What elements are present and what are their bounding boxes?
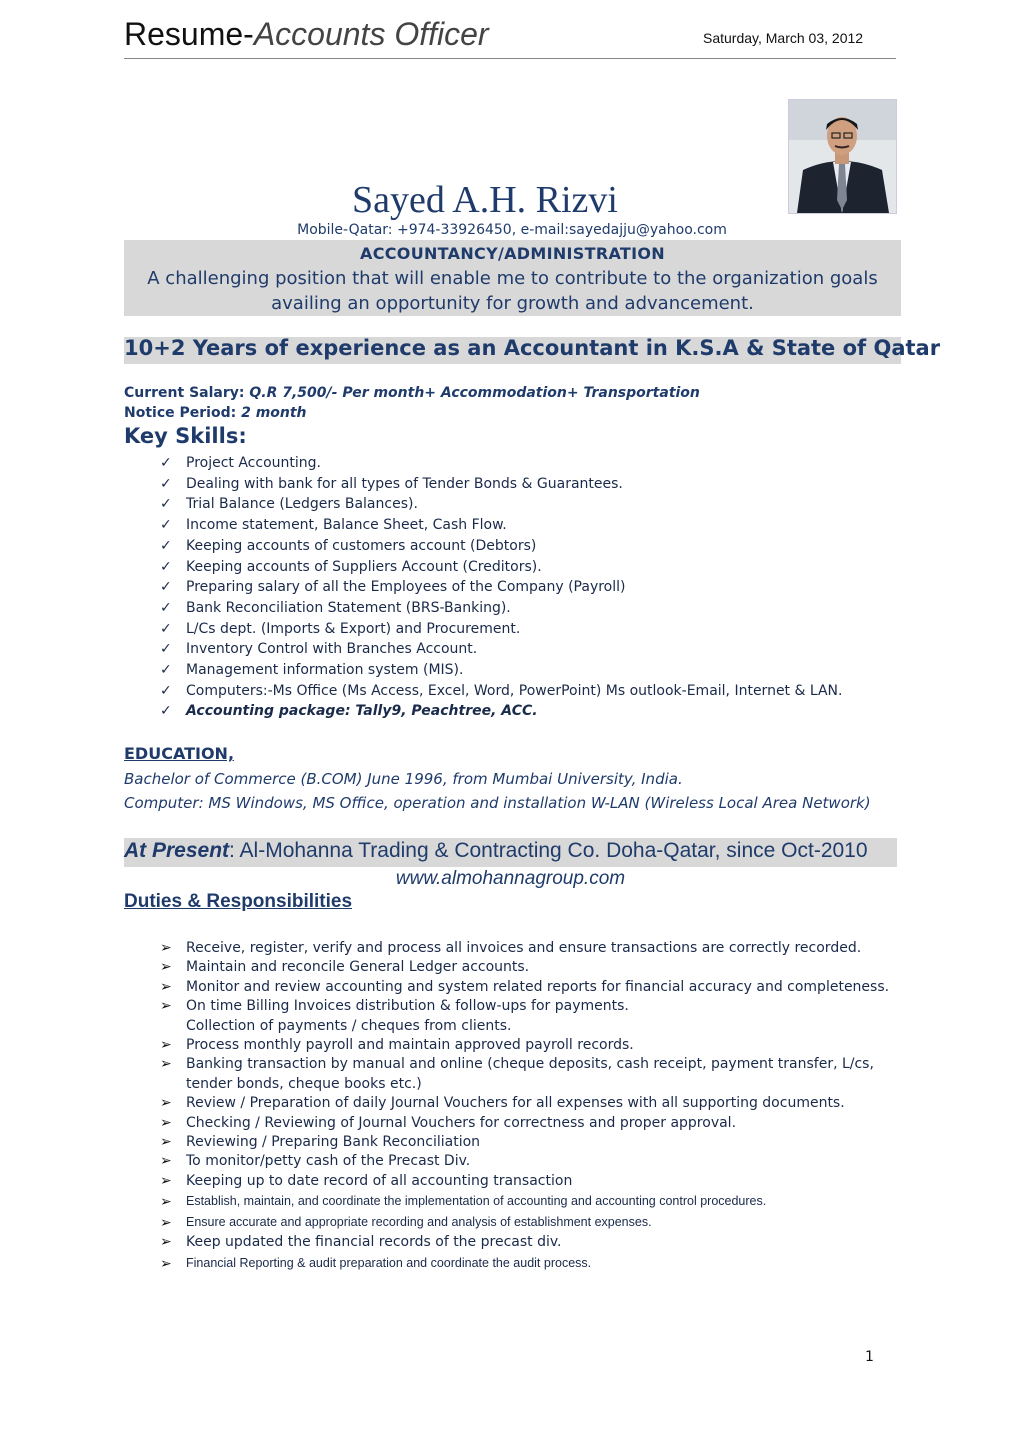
title-sub: Accounts Officer	[253, 16, 489, 52]
arrow-bullet-icon: ➢	[160, 1134, 172, 1151]
list-item: ➢ Checking / Reviewing of Journal Vouchers for correctness and proper approval.	[160, 1114, 895, 1133]
header-divider	[124, 58, 896, 59]
list-item: ✓ Keeping accounts of customers account (Debtors)	[160, 536, 900, 557]
arrow-bullet-icon: ➢	[160, 1114, 172, 1131]
list-item: ➢ Reviewing / Preparing Bank Reconciliation	[160, 1133, 895, 1152]
checkmark-icon: ✓	[160, 662, 172, 679]
list-item: ✓ Computers:-Ms Office (Ms Access, Excel, Word, PowerPoint) Ms outlook-Email, Internet & LAN.	[160, 681, 900, 702]
checkmark-icon: ✓	[160, 537, 172, 554]
list-item: ✓ L/Cs dept. (Imports & Export) and Procurement.	[160, 619, 900, 640]
arrow-bullet-icon: ➢	[160, 940, 172, 956]
list-item: ✓ Trial Balance (Ledgers Balances).	[160, 494, 900, 515]
duties-list	[160, 939, 895, 1274]
duties-heading: Duties & Responsibilities	[124, 891, 353, 912]
checkmark-icon: ✓	[160, 703, 172, 720]
list-item: ➢ Keeping up to date record of all accounting transaction	[160, 1172, 895, 1191]
contact-info: Mobile-Qatar: +974-33926450, e-mail:sayedajju@yahoo.com	[297, 222, 727, 238]
checkmark-icon: ✓	[160, 496, 172, 513]
list-item: ✓ Bank Reconciliation Statement (BRS-Banking).	[160, 598, 900, 619]
list-item: ➢ Review / Preparation of daily Journal Vouchers for all expenses with all supporting documents.	[160, 1094, 895, 1113]
page-number: 1	[865, 1349, 874, 1365]
title-main: Resume-	[124, 16, 254, 52]
arrow-bullet-icon: ➢	[160, 1193, 172, 1210]
list-item: ➢ Ensure accurate and appropriate recording and analysis of establishment expenses.	[160, 1212, 895, 1233]
current-salary	[124, 385, 700, 401]
list-item: ➢ Receive, register, verify and process all invoices and ensure transactions are correctly recorded.	[160, 939, 895, 958]
arrow-bullet-icon: ➢	[160, 1037, 172, 1054]
list-item: ✓ Keeping accounts of Suppliers Account (Creditors).	[160, 557, 900, 578]
arrow-bullet-icon: ➢	[160, 1153, 172, 1170]
list-item: ➢ Banking transaction by manual and online (cheque deposits, cash receipt, payment transfer, L/cs, tender bonds, cheque books etc.)	[160, 1056, 874, 1092]
list-item: ➢ On time Billing Invoices distribution & follow-ups for payments. Collection of payments / cheques from clients.	[160, 998, 629, 1034]
experience-headline: 10+2 Years of experience as an Accountant in K.S.A & State of Qatar	[124, 336, 941, 360]
checkmark-icon: ✓	[160, 599, 172, 616]
checkmark-icon: ✓	[160, 641, 172, 658]
notice-period	[124, 405, 307, 421]
checkmark-icon: ✓	[160, 682, 172, 699]
checkmark-icon: ✓	[160, 455, 172, 471]
list-item: ➢ Establish, maintain, and coordinate the implementation of accounting and accounting control procedures.	[160, 1191, 895, 1212]
education-degree: Bachelor of Commerce (B.COM) June 1996, from Mumbai University, India.	[124, 770, 683, 788]
list-item: ✓ Management information system (MIS).	[160, 660, 900, 681]
document-title	[124, 14, 489, 54]
list-item: ✓ Income statement, Balance Sheet, Cash Flow.	[160, 515, 900, 536]
list-item: ➢ Monitor and review accounting and system related reports for financial accuracy and completeness.	[160, 978, 895, 997]
arrow-bullet-icon: ➢	[160, 1172, 172, 1189]
education-heading: EDUCATION,	[124, 744, 235, 763]
objective-title: ACCOUNTANCY/ADMINISTRATION	[360, 244, 665, 263]
list-item: ✓ Preparing salary of all the Employees of the Company (Payroll)	[160, 577, 900, 598]
education-computer: Computer: MS Windows, MS Office, operation and installation W-LAN (Wireless Local Area Network)	[124, 794, 871, 812]
arrow-bullet-icon: ➢	[160, 959, 172, 976]
list-item: ✓ Accounting package: Tally9, Peachtree, ACC.	[160, 701, 900, 722]
notice-label: Notice Period:	[124, 405, 237, 421]
salary-value: Q.R 7,500/- Per month+ Accommodation+ Transportation	[244, 385, 700, 401]
candidate-name: Sayed A.H. Rizvi	[352, 179, 618, 221]
arrow-bullet-icon: ➢	[160, 1214, 172, 1231]
salary-label: Current Salary:	[124, 385, 245, 401]
list-item: ➢ Financial Reporting & audit preparation and coordinate the audit process.	[160, 1253, 895, 1274]
arrow-bullet-icon: ➢	[160, 1095, 172, 1112]
list-item: ➢ Process monthly payroll and maintain approved payroll records.	[160, 1036, 895, 1055]
checkmark-icon: ✓	[160, 579, 172, 596]
arrow-bullet-icon: ➢	[160, 1254, 172, 1271]
skills-list	[160, 453, 900, 722]
objective-text: A challenging position that will enable me to contribute to the organization goals availing an opportunity for growth and advancement.	[147, 268, 878, 314]
list-item: ✓ Project Accounting.	[160, 453, 900, 474]
company-website[interactable]: www.almohannagroup.com	[395, 868, 626, 889]
checkmark-icon: ✓	[160, 475, 172, 492]
header-date: Saturday, March 03, 2012	[703, 30, 864, 46]
list-item: ✓ Inventory Control with Branches Account.	[160, 639, 900, 660]
notice-value: 2 month	[236, 405, 307, 421]
skills-heading: Key Skills:	[124, 424, 247, 448]
list-item: ➢ Maintain and reconcile General Ledger accounts.	[160, 958, 895, 977]
arrow-bullet-icon: ➢	[160, 1056, 172, 1073]
arrow-bullet-icon: ➢	[160, 998, 172, 1015]
present-employer	[124, 839, 868, 863]
checkmark-icon: ✓	[160, 517, 172, 534]
checkmark-icon: ✓	[160, 620, 172, 637]
list-item: ➢ Keep updated the financial records of the precast div.	[160, 1233, 895, 1252]
checkmark-icon: ✓	[160, 558, 172, 575]
arrow-bullet-icon: ➢	[160, 978, 172, 995]
present-text: : Al-Mohanna Trading & Contracting Co. Doha-Qatar, since Oct-2010	[229, 839, 868, 862]
present-label: At Present	[124, 839, 230, 862]
list-item: ➢ To monitor/petty cash of the Precast Div.	[160, 1152, 895, 1171]
list-item: ✓ Dealing with bank for all types of Tender Bonds & Guarantees.	[160, 474, 900, 495]
arrow-bullet-icon: ➢	[160, 1234, 172, 1251]
